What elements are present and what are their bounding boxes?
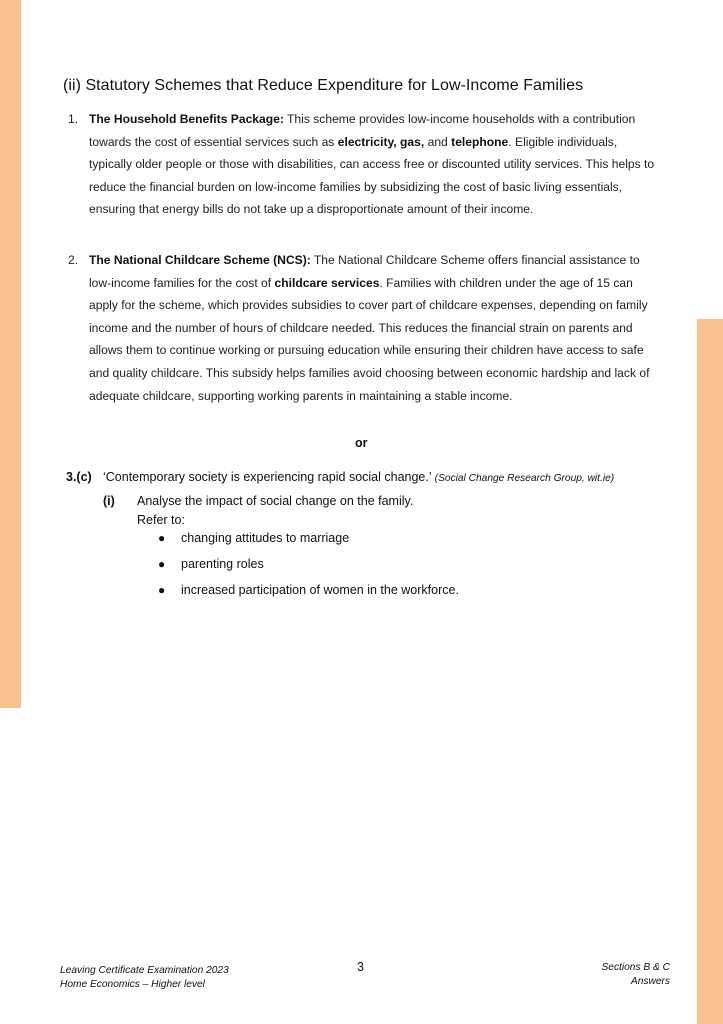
list-item-number: 2. <box>68 253 79 267</box>
list-item-body <box>89 108 660 221</box>
footer-sections: Sections B & C <box>601 962 670 973</box>
footer-exam-title: Leaving Certificate Examination 2023 <box>60 965 229 976</box>
left-accent-bar <box>0 0 21 708</box>
bullet-text: parenting roles <box>181 557 264 571</box>
bullet-item <box>158 529 459 555</box>
list-item-text: . Eligible individuals, typically older people or those with disabilities, can access free or discounted utility services. This helps to reduce the financial burden on low-income families by subsidizing the cost of basic living essentials, ensuring that energy bills do not take up a disproportionate amount of their income. <box>89 134 655 217</box>
bullet-text: increased participation of women in the workforce. <box>181 583 459 597</box>
list-item-text: . Families with children under the age of 15 can apply for the scheme, which provides subsidies to cover part of childcare expenses, depending on family income and the number of hours of childcare needed. This reduces the financial strain on parents and allows them to continue working or pursuing education while ensuring their children have access to safe and quality childcare. This subsidy helps families avoid choosing between economic hardship and lack of adequate childcare, supporting working parents in maintaining a stable income. <box>89 275 650 403</box>
footer-section-info <box>601 961 670 989</box>
sub-question <box>103 494 413 508</box>
section-heading: (ii) Statutory Schemes that Reduce Expenditure for Low-Income Families <box>63 77 584 94</box>
list-item-household-benefits <box>68 108 660 221</box>
bullet-item <box>158 555 459 581</box>
list-item-title: The National Childcare Scheme (NCS): <box>89 253 311 267</box>
list-item-body <box>89 249 660 407</box>
refer-to-label: Refer to: <box>137 513 185 527</box>
question-source: (Social Change Research Group, wit.ie) <box>434 473 615 484</box>
list-item-bold-text: electricity, gas, <box>337 134 425 149</box>
bullet-dot-icon: ● <box>158 531 166 545</box>
bullet-item <box>158 581 459 607</box>
list-item-title: The Household Benefits Package: <box>89 112 284 126</box>
or-separator: or <box>355 436 368 450</box>
list-item-bold-text: telephone <box>451 134 509 149</box>
sub-question-text: Analyse the impact of social change on the family. <box>137 494 414 508</box>
footer-answers: Answers <box>630 976 670 987</box>
question-3c <box>66 470 666 484</box>
bullet-dot-icon: ● <box>158 583 166 597</box>
bullet-list <box>158 529 459 607</box>
list-item-text: The National Childcare Scheme offers financial assistance to low-income families for the cost of <box>89 253 640 290</box>
list-item-text: This scheme provides low-income households with a contribution towards the cost of essential services such as <box>89 112 636 149</box>
list-item-number: 1. <box>68 112 79 126</box>
footer-exam-subject: Home Economics – Higher level <box>60 979 205 990</box>
right-accent-bar <box>697 319 723 1024</box>
page-number: 3 <box>357 960 364 974</box>
list-item-childcare-scheme <box>68 249 660 407</box>
sub-question-label: (i) <box>103 494 115 508</box>
question-quote: ‘Contemporary society is experiencing rapid social change.’ <box>103 470 432 484</box>
question-number: 3.(c) <box>66 470 92 484</box>
bullet-dot-icon: ● <box>158 557 166 571</box>
bullet-text: changing attitudes to marriage <box>181 531 350 545</box>
list-item-bold-text: childcare services <box>274 275 380 290</box>
list-item-text: and <box>427 134 448 149</box>
footer-exam-info <box>60 964 229 992</box>
